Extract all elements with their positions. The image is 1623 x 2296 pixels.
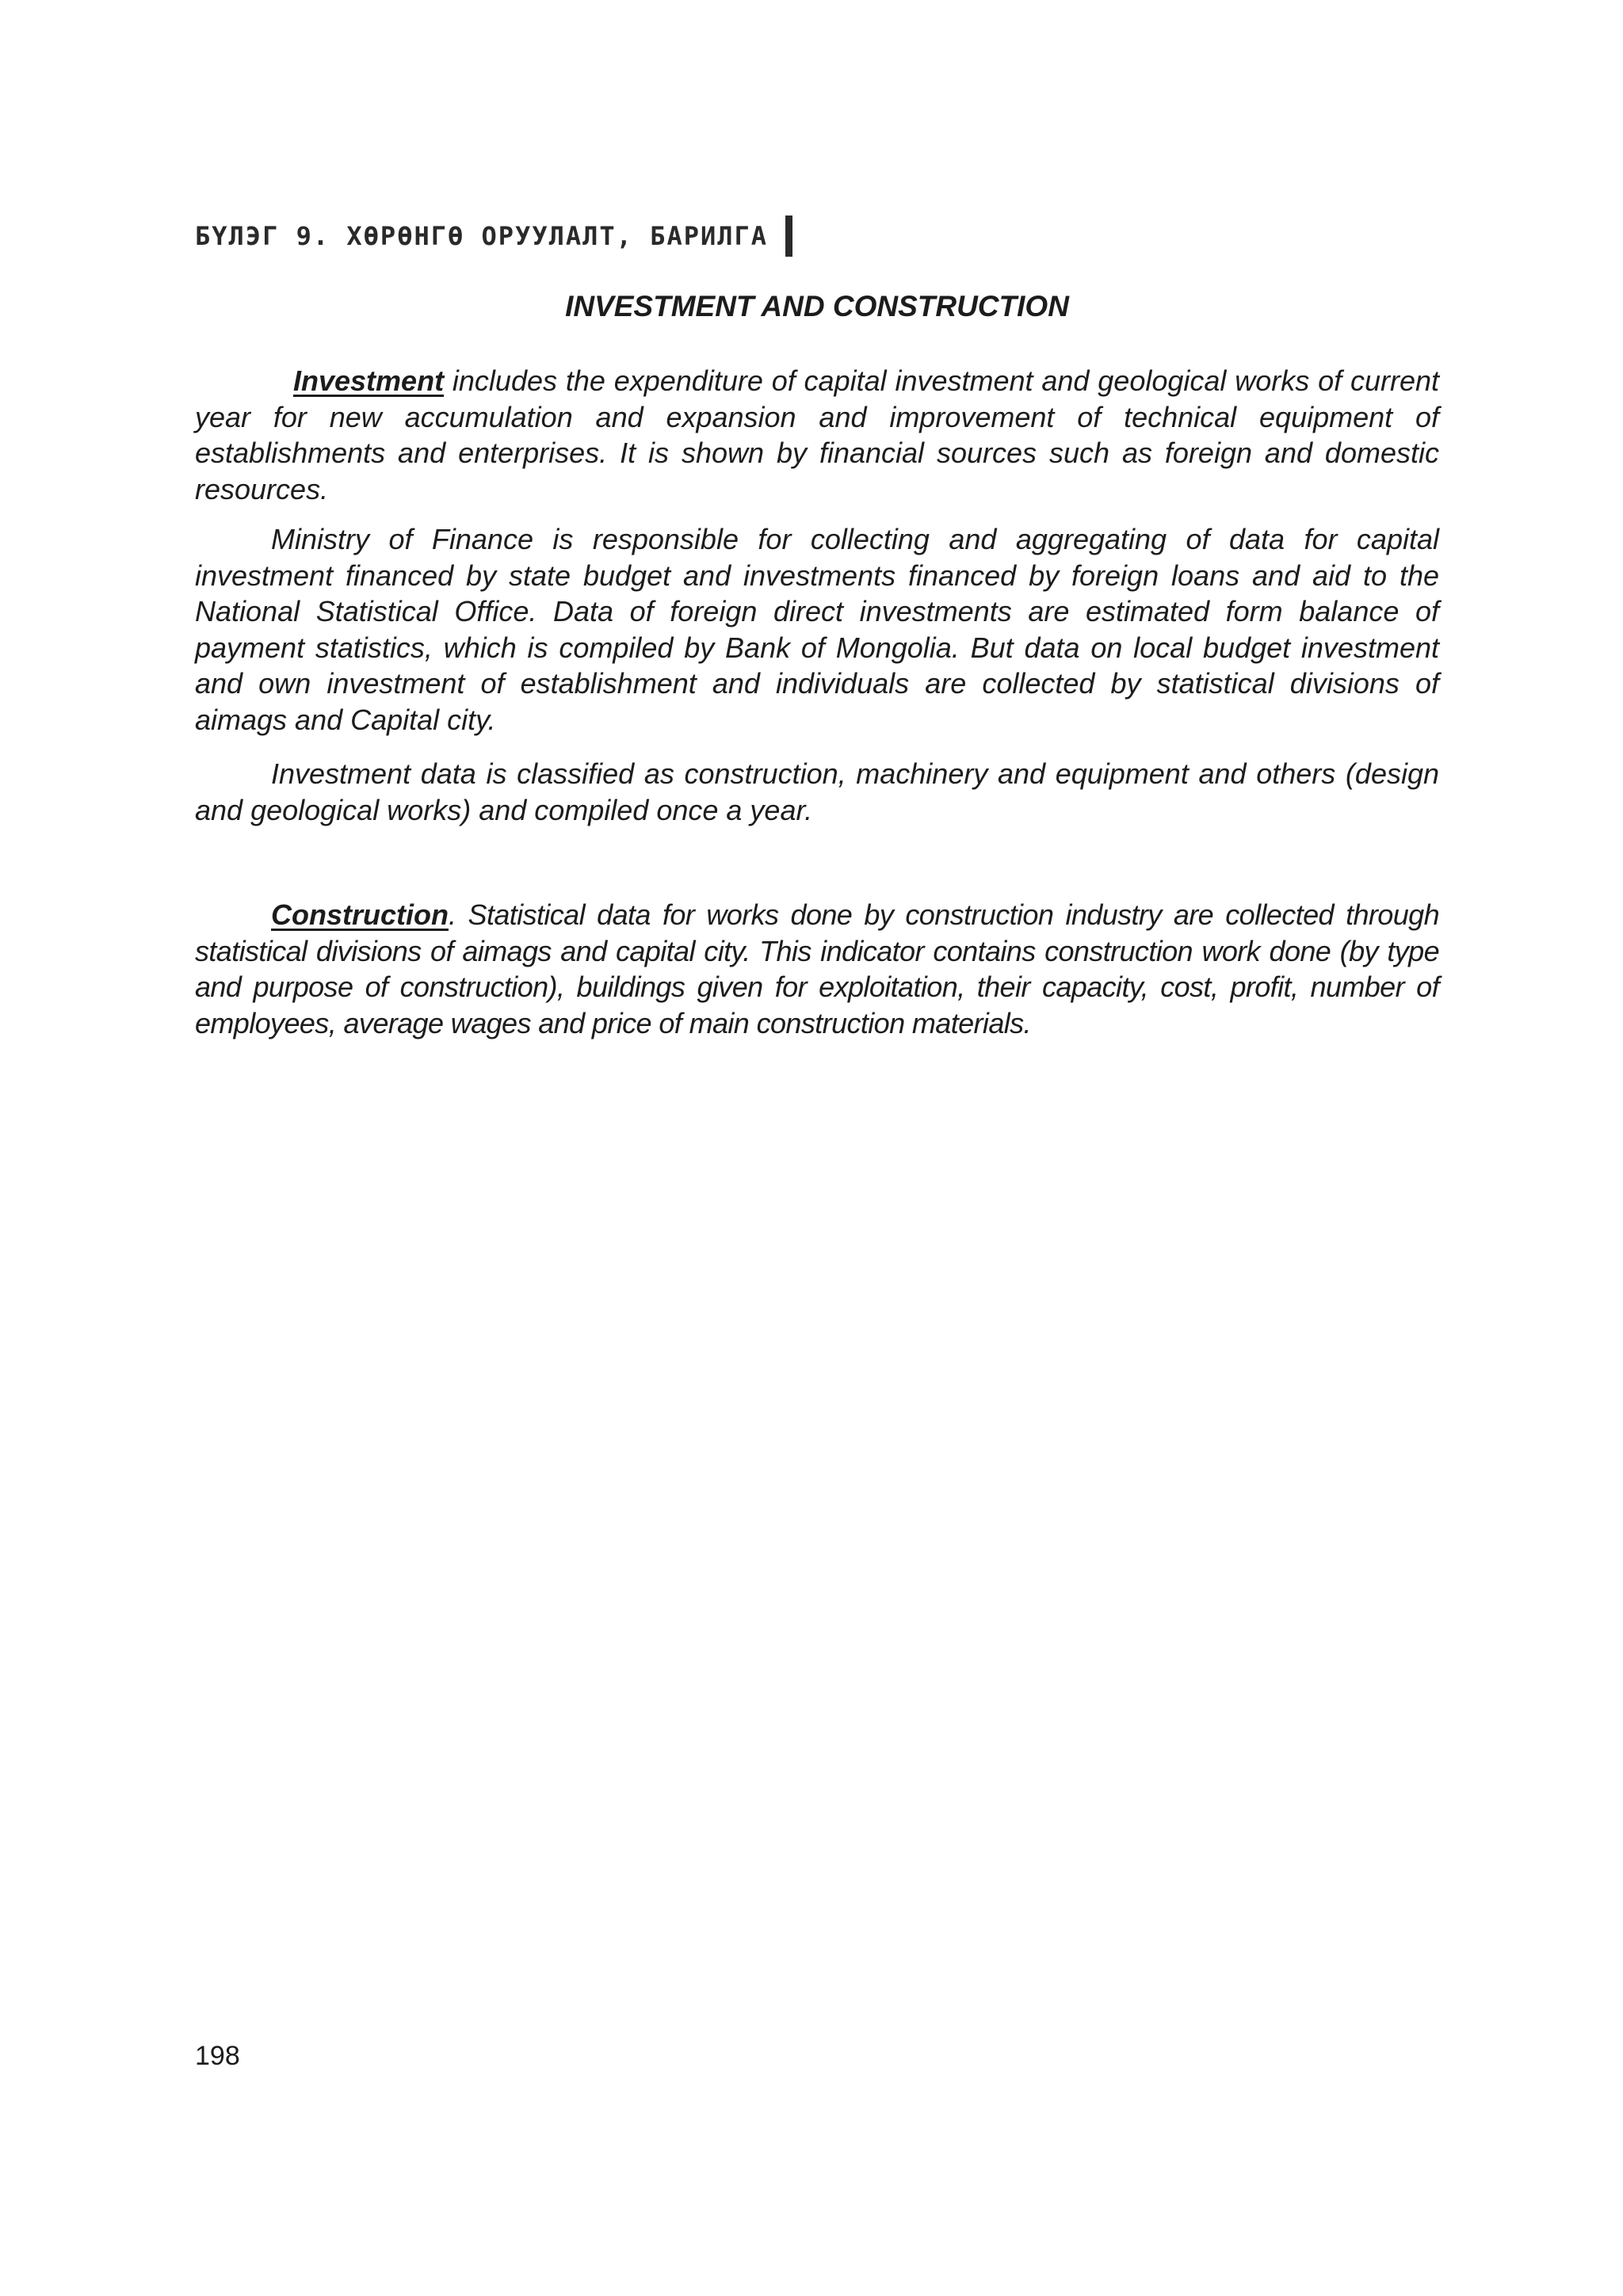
paragraph-ministry — [195, 521, 1439, 738]
construction-term: Construction — [271, 898, 449, 931]
page-number: 198 — [195, 2041, 240, 2071]
section-title: INVESTMENT AND CONSTRUCTION — [565, 290, 1069, 322]
paragraph-investment — [195, 363, 1439, 507]
paragraph-classification — [195, 756, 1439, 828]
chapter-header — [195, 215, 792, 257]
chapter-divider-bar — [785, 215, 792, 257]
paragraph-construction — [195, 897, 1439, 1041]
ministry-text: Ministry of Finance is responsible for collecting and aggregating of data for capital investment financed by state budget and investments financed by foreign loans and aid to the National Statistical Office. Data of foreign direct investments are estimated form balance of payment statistics, which is compiled by Bank of Mongolia. But data on local budget investment and own investment of establishment and individuals are collected by statistical divisions of aimags and Capital city. — [195, 523, 1439, 736]
investment-term: Investment — [293, 364, 445, 397]
construction-text: . Statistical data for works done by construction industry are collected through statistical divisions of aimags and capital city. This indicator contains construction work done (by type and purpose of construction), buildings given for exploitation, their capacity, cost, profit, number of employees, average wages and price of main construction materials. — [195, 898, 1439, 1039]
chapter-title: БҮЛЭГ 9. ХӨРӨНГӨ ОРУУЛАЛТ, БАРИЛГА — [195, 221, 769, 251]
investment-text: includes the expenditure of capital investment and geological works of current year for new accumulation and expansion and improvement of technical equipment of establishments and enterprises. It is shown by financial sources such as foreign and domestic resources. — [195, 364, 1439, 505]
classification-text: Investment data is classified as construction, machinery and equipment and others (design and geological works) and compiled once a year. — [195, 757, 1439, 826]
